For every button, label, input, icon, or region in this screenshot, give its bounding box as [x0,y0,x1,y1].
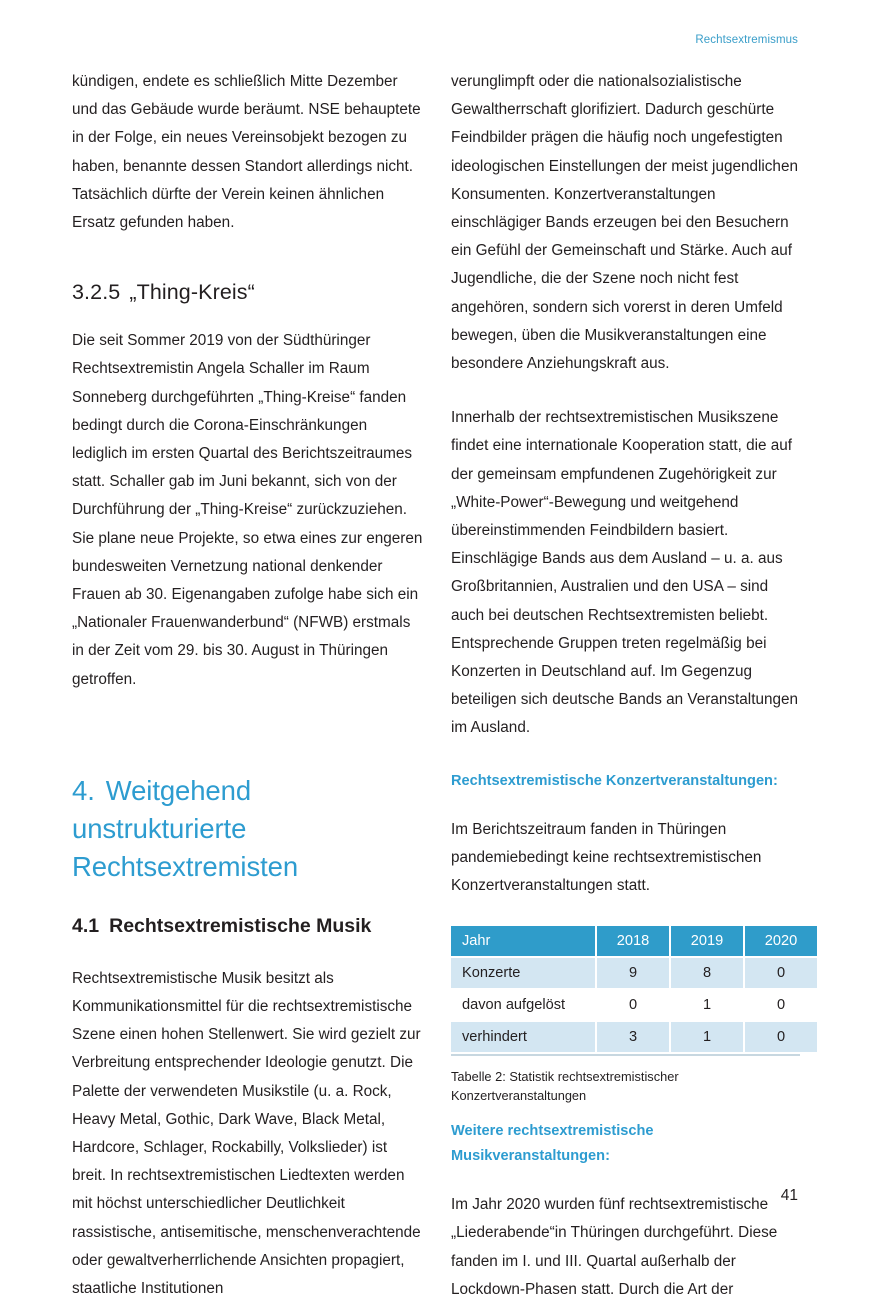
section-title: Rechtsextremistische Musik [109,914,372,937]
cell-aufgeloest-2019: 1 [670,989,744,1021]
row-label-davon-aufgeloest: davon aufgelöst [451,989,596,1021]
row-label-konzerte: Konzerte [451,957,596,989]
table-body [451,957,817,1053]
table-row [451,989,817,1021]
chapter-title: Weitgehend unstrukturierte Rechtsextremisten [72,774,299,882]
cell-verhindert-2018: 3 [596,1021,670,1053]
cell-verhindert-2020: 0 [744,1021,817,1053]
cell-konzerte-2020: 0 [744,957,817,989]
heading-weitere-line-2: Musikveranstaltungen: [451,1148,610,1165]
table-caption: Tabelle 2: Statistik rechtsextremistischer Konzertveranstaltungen [451,1069,679,1104]
paragraph-right-2: Innerhalb der rechtsextremistischen Musikszene findet eine internationale Kooperation statt, die auf der gemeinsam empfundenen Zugehörigkeit zur „White-Power“-Bewegung und weitgehend übereinstimmenden Feindbildern basiert. Einschlägige Bands aus dem Ausland – u. a. aus Großbritannien, Australien und den USA – sind auch bei deutschen Rechtsextremisten beliebt. Entsprechende Gruppen treten regelmäßig bei Konzerten in Deutschland auf. Im Gegenzug beteiligen sich deutsche Bands an Veranstaltungen im Ausland. [451,409,798,737]
paragraph-continued: kündigen, endete es schließlich Mitte Dezember und das Gebäude wurde beräumt. NSE behauptete in der Folge, ein neues Vereinsobjekt bezogen zu haben, benannte dessen Standort allerdings nicht. Tatsächlich dürfte der Verein keinen ähnlichen Ersatz gefunden haben. [72,73,421,232]
spacer-chapter [72,720,424,772]
table-header-2018: 2018 [596,926,670,957]
statistics-table-wrapper [451,926,803,1056]
cell-aufgeloest-2018: 0 [596,989,670,1021]
heading-3-2-5-number: 3.2.5 [72,280,121,305]
heading-weitere-musikveranstaltungen [451,1119,803,1169]
statistics-table [451,926,817,1054]
table-bottom-rule [451,1054,800,1056]
table-header-jahr: Jahr [451,926,596,957]
cell-konzerte-2018: 9 [596,957,670,989]
paragraph-right-4: Im Jahr 2020 wurden fünf rechtsextremistische „Liederabende“in Thüringen durchgeführt. Diese fanden im I. und III. Quartal außerhalb der Lockdown-Phasen statt. Durch die Art der [451,1196,778,1298]
left-column [72,68,424,1303]
table-header-2020: 2020 [744,926,817,957]
running-head: Rechtsextremismus [695,34,798,46]
table-row [451,1021,817,1053]
page-number: 41 [780,1187,798,1204]
spacer [451,1105,803,1119]
paragraph-right-3: Im Berichtszeitraum fanden in Thüringen pandemiebedingt keine rechtsextremistischen Konzertveranstaltungen statt. [451,820,762,895]
table-row [451,957,817,989]
chapter-heading-4 [72,772,424,886]
section-number: 4.1 [72,914,100,937]
table-header-2019: 2019 [670,926,744,957]
table-header-row [451,926,817,957]
row-label-verhindert: verhindert [451,1021,596,1053]
spacer [72,263,424,277]
paragraph-musik: Rechtsextremistische Musik besitzt als Kommunikationsmittel für die rechtsextremistische Szene einen hohen Stellenwert. Sie wird gezielt zur Verbreitung entsprechender Ideologie genutzt. Die Palette der verwendeten Musikstile (u. a. Rock, Heavy Metal, Gothic, Dark Wave, Black Metal, Hardcore, Schlager, Rockabilly, Volkslieder) ist breit. In rechtsextremistischen Liedtexten werden mit höchst unterschiedlicher Deutlichkeit rassistische, antisemitische, menschenverachtende oder gewaltverherrlichende Ansichten propagiert, staatliche Institutionen [72,969,421,1298]
section-heading-4-1 [72,912,424,941]
paragraph-right-1: verunglimpft oder die nationalsozialistische Gewaltherrschaft glorifiziert. Dadurch geschürte Feindbilder prägen die häufig noch ungefestigten ideologischen Einstellungen der meist jugendlichen Konsumenten. Konzertveranstaltungen einschlägiger Bands erzeugen bei den Besuchern ein Gefühl der Gemeinschaft und Stärke. Auch auf Jugendliche, die der Szene noch nicht fest angehören, sondern sich vorerst in deren Umfeld bewegen, üben die Musikveranstaltungen eine besondere Anziehungskraft aus. [451,73,798,373]
heading-weitere-line-1: Weitere rechtsextremistische [451,1123,654,1140]
table-head [451,926,817,957]
cell-aufgeloest-2020: 0 [744,989,817,1021]
paragraph-thing-kreis: Die seit Sommer 2019 von der Südthüringer Rechtsextremistin Angela Schaller im Raum Sonneberg durchgeführten „Thing-Kreise“ fanden bedingt durch die Corona-Einschränkungen lediglich im ersten Quartal des Berichtszeitraumes statt. Schaller gab im Juni bekannt, sich von der Durchführung der „Thing-Kreise“ zurückzuziehen. Sie plane neue Projekte, so etwa eines zur engeren bundesweiten Vernetzung national denkender Frauen ab 30. Eigenangaben zufolge habe sich ein „Nationaler Frauenwanderbund“ (NFWB) erstmals in der Zeit vom 29. bis 30. August in Thüringen getroffen. [72,332,423,688]
cell-konzerte-2019: 8 [670,957,744,989]
heading-3-2-5-title: „Thing-Kreis“ [129,280,255,305]
heading-konzertveranstaltungen: Rechtsextremistische Konzertveranstaltungen: [451,772,778,789]
right-column [451,68,803,1304]
heading-3-2-5 [72,277,424,307]
chapter-number: 4. [72,774,95,806]
cell-verhindert-2019: 1 [670,1021,744,1053]
